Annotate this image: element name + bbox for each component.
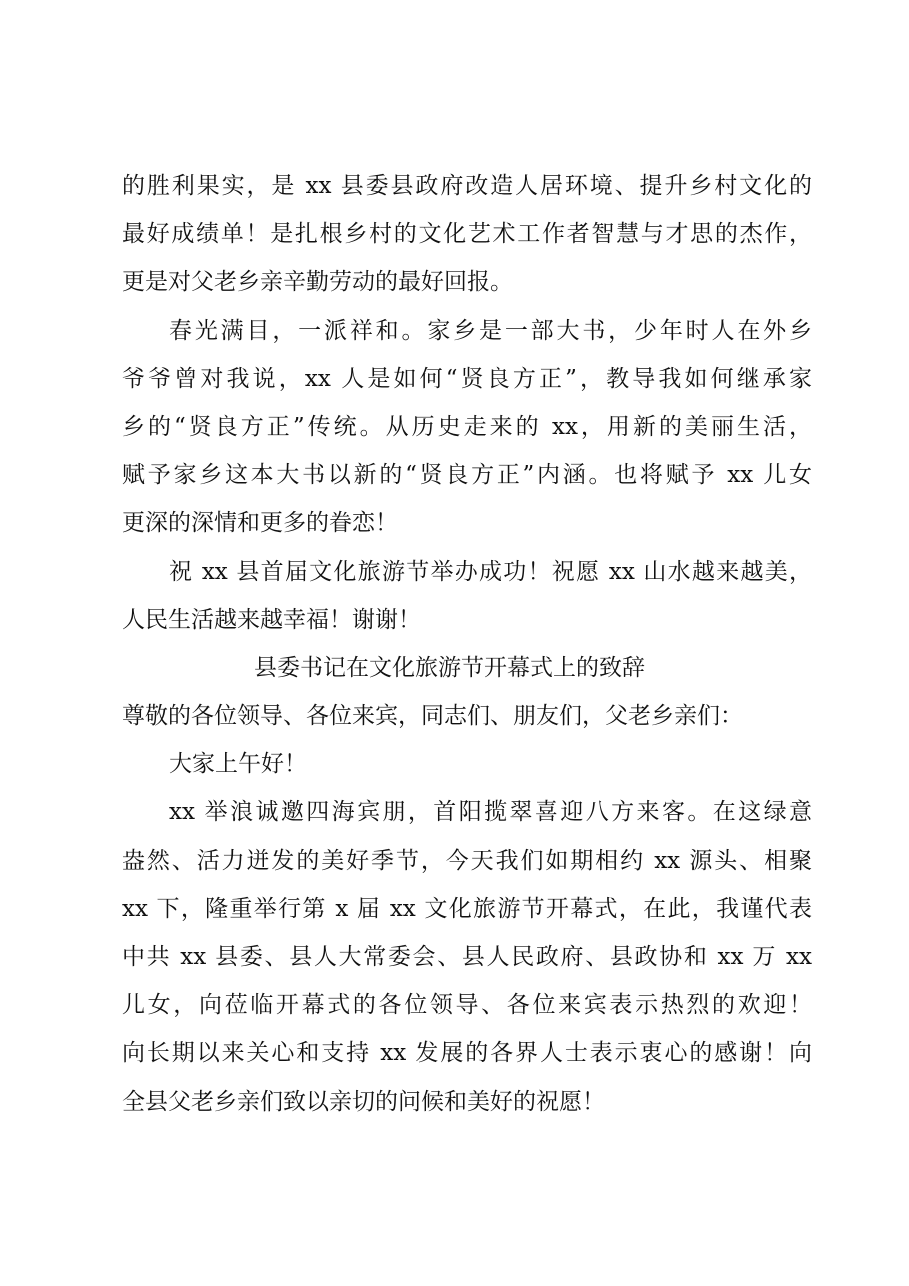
paragraph-line: 春光满目，一派祥和。家乡是一部大书，少年时人在外乡 bbox=[169, 317, 812, 344]
paragraph-line: 乡的“贤良方正”传统。从历史走来的 xx，用新的美丽生活， bbox=[122, 413, 812, 440]
paragraph-line: 的胜利果实，是 xx 县委县政府改造人居环境、提升乡村文化的 bbox=[122, 173, 812, 199]
paragraph-line: 人民生活越来越幸福！谢谢！ bbox=[122, 606, 421, 633]
paragraph-line: 祝 xx 县首届文化旅游节举办成功！祝愿 xx 山水越来越美， bbox=[169, 558, 812, 585]
speech-title: 县委书记在文化旅游节开幕式上的致辞 bbox=[254, 654, 645, 681]
document-body bbox=[122, 162, 812, 1126]
paragraph-line: 更深的深情和更多的眷恋！ bbox=[122, 510, 398, 537]
paragraph-line: 爷爷曾对我说，xx 人是如何“贤良方正”，教导我如何继承家 bbox=[122, 365, 812, 392]
greeting-line: 大家上午好！ bbox=[169, 751, 307, 778]
paragraph-line: 赋予家乡这本大书以新的“贤良方正”内涵。也将赋予 xx 儿女 bbox=[122, 462, 812, 489]
paragraph-line: 全县父老乡亲们致以亲切的问候和美好的祝愿！ bbox=[122, 1088, 605, 1115]
paragraph-line: 更是对父老乡亲辛勤劳动的最好回报。 bbox=[122, 269, 513, 296]
paragraph-line: 盎然、活力迸发的美好季节，今天我们如期相约 xx 源头、相聚 bbox=[122, 847, 812, 874]
paragraph-line: 儿女，向莅临开幕式的各位领导、各位来宾表示热烈的欢迎！ bbox=[122, 992, 812, 1019]
paragraph-line: xx 下，隆重举行第 x 届 xx 文化旅游节开幕式，在此，我谨代表 bbox=[122, 895, 812, 922]
paragraph-line: 向长期以来关心和支持 xx 发展的各界人士表示衷心的感谢！向 bbox=[122, 1040, 812, 1067]
paragraph-line: 最好成绩单！是扎根乡村的文化艺术工作者智慧与才思的杰作， bbox=[122, 221, 812, 248]
salutation-line: 尊敬的各位领导、各位来宾，同志们、朋友们，父老乡亲们： bbox=[122, 703, 743, 730]
paragraph-line: xx 举浪诚邀四海宾朋，首阳揽翠喜迎八方来客。在这绿意 bbox=[169, 799, 812, 826]
paragraph-line: 中共 xx 县委、县人大常委会、县人民政府、县政协和 xx 万 xx bbox=[122, 944, 812, 970]
